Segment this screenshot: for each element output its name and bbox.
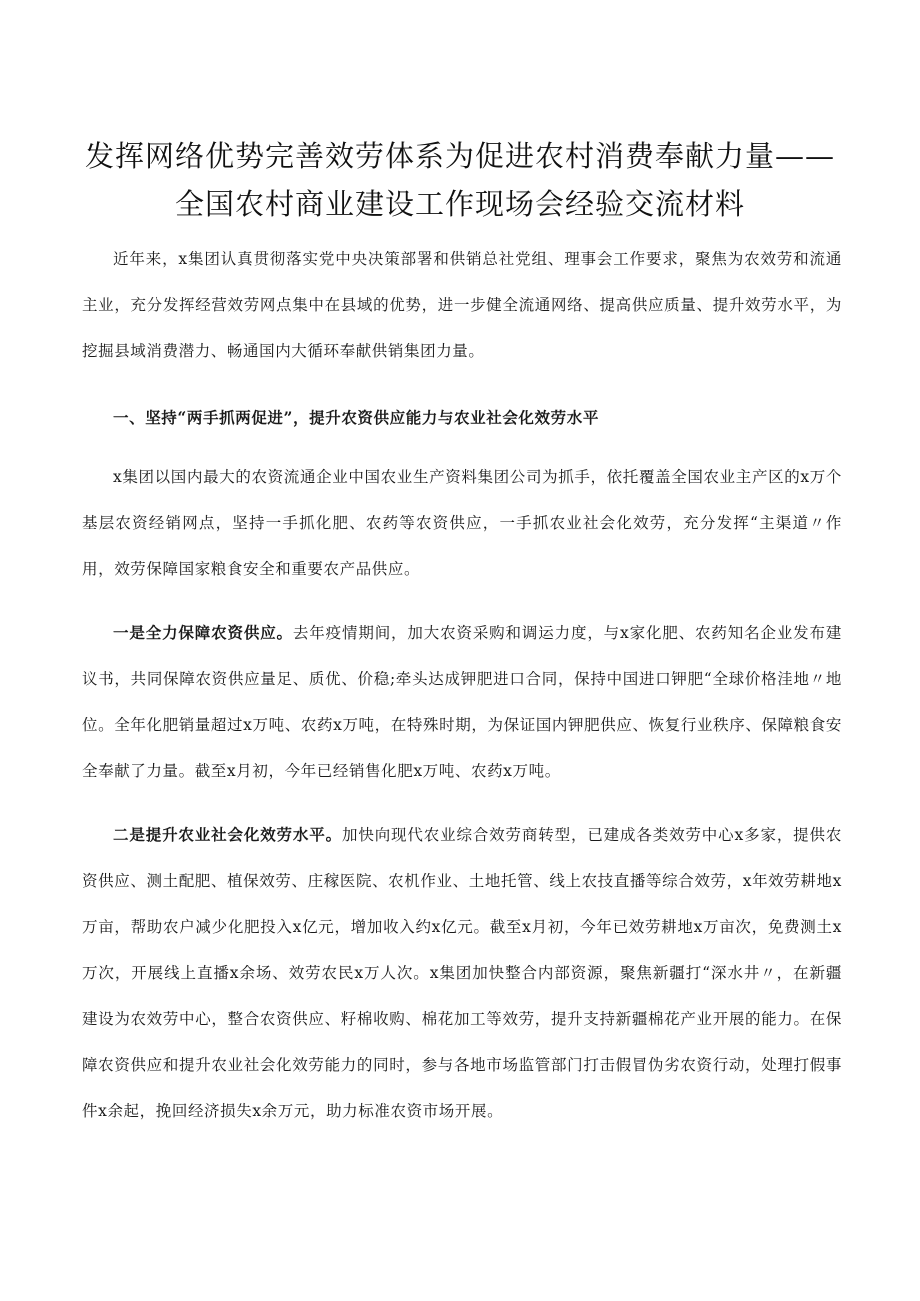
document-title-line-1: 发挥网络优势完善效劳体系为促进农村消费奉献力量—— xyxy=(84,139,835,173)
point-1-lead: 一是全力保障农资供应。 xyxy=(113,623,293,642)
section-1-heading: 一、坚持“两手抓两促进”，提升农资供应能力与农业社会化效劳水平 xyxy=(113,408,599,427)
document-title-line-2: 全国农村商业建设工作现场会经验交流材料 xyxy=(174,187,745,221)
intro-paragraph: 近年来，x集团认真贯彻落实党中央决策部署和供销总社党组、理事会工作要求，聚焦为农效劳和流通主业，充分发挥经营效劳网点集中在县域的优势，进一步健全流通网络、提高供应质量、提升效劳水平，为挖掘县域消费潜力、畅通国内大循环奉献供销集团力量。 xyxy=(82,250,842,360)
point-1-paragraph xyxy=(82,610,842,794)
point-1-text: 去年疫情期间，加大农资采购和调运力度，与x家化肥、农药知名企业发布建议书，共同保障农资供应量足、质优、价稳;牵头达成钾肥进口合同，保持中国进口钾肥“全球价格洼地〃地位。全年化肥销量超过x万吨、农药x万吨，在特殊时期，为保证国内钾肥供应、恢复行业秩序、保障粮食安全奉献了力量。截至x月初，今年已经销售化肥x万吨、农药x万吨。 xyxy=(82,624,842,780)
point-2-paragraph xyxy=(82,812,842,1134)
point-2-text: 加快向现代农业综合效劳商转型，已建成各类效劳中心x多家，提供农资供应、测土配肥、植保效劳、庄稼医院、农机作业、土地托管、线上农技直播等综合效劳，x年效劳耕地x万亩，帮助农户减少化肥投入x亿元，增加收入约x亿元。截至x月初，今年已效劳耕地x万亩次，免费测土x万次，开展线上直播x余场、效劳农民x万人次。x集团加快整合内部资源，聚焦新疆打“深水井〃，在新疆建设为农效劳中心，整合农资供应、籽棉收购、棉花加工等效劳，提升支持新疆棉花产业开展的能力。在保障农资供应和提升农业社会化效劳能力的同时，参与各地市场监管部门打击假冒伪劣农资行动，处理打假事件x余起，挽回经济损失x余万元，助力标准农资市场开展。 xyxy=(82,826,842,1120)
section-1-paragraph: x集团以国内最大的农资流通企业中国农业生产资料集团公司为抓手，依托覆盖全国农业主产区的x万个基层农资经销网点，坚持一手抓化肥、农药等农资供应，一手抓农业社会化效劳，充分发挥“主渠道〃作用，效劳保障国家粮食安全和重要农产品供应。 xyxy=(82,468,842,578)
point-2-lead: 二是提升农业社会化效劳水平。 xyxy=(113,825,342,844)
